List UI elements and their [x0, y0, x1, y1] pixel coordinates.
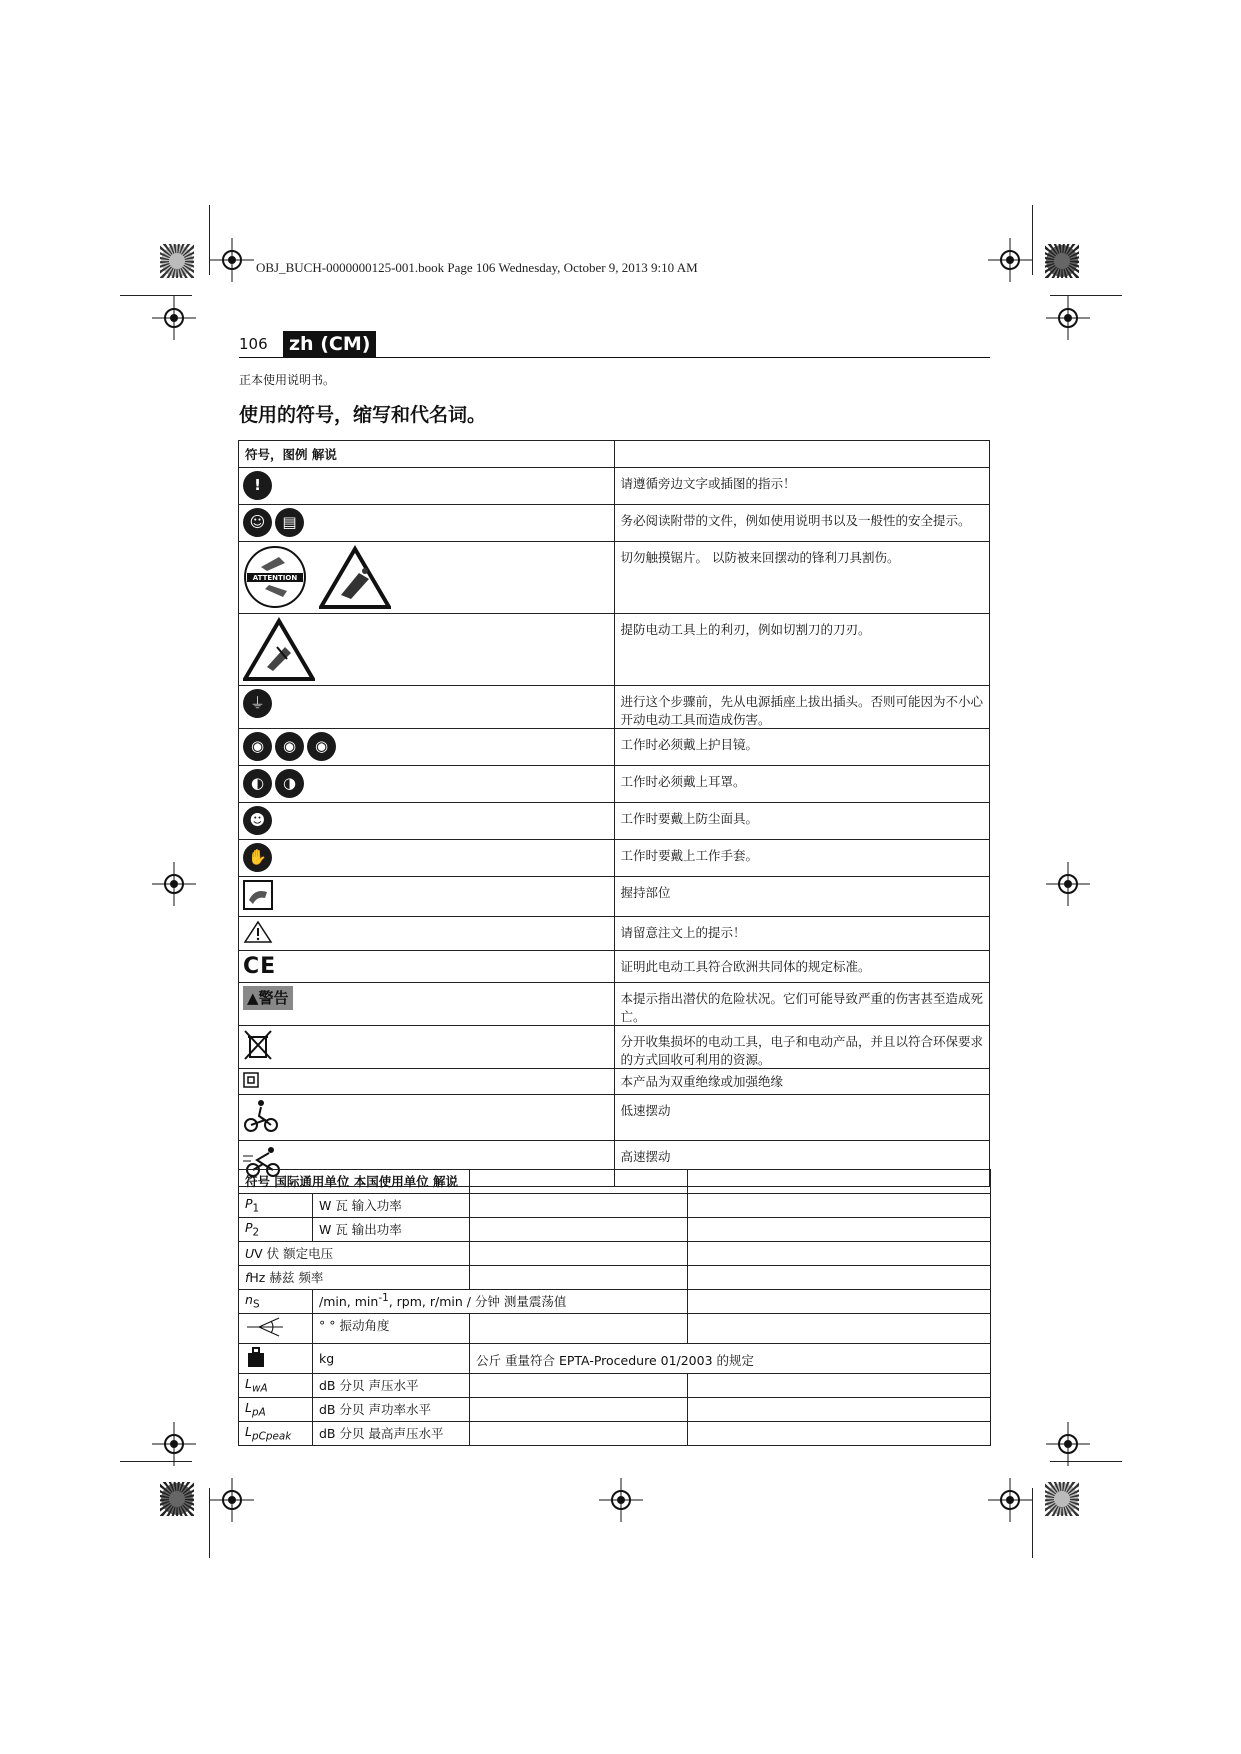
eye-protection-icon: ◉ [243, 732, 272, 761]
table-row: ☻ 工作时要戴上防尘面具。 [239, 803, 990, 840]
table-row: ▲警告 本提示指出潜伏的危险状况。它们可能导致严重的伤害甚至造成死亡。 [239, 983, 990, 1026]
color-wheel-icon [1045, 1482, 1079, 1516]
registration-target-icon [152, 1422, 196, 1466]
attention-saw-icon [243, 545, 307, 609]
svg-text:ATTENTION: ATTENTION [252, 574, 298, 582]
header-rule [239, 357, 990, 358]
dust-mask-icon: ☻ [243, 806, 272, 835]
table-row: 请留意注文上的提示！ [239, 917, 990, 951]
read-manual-icon: ▤ [275, 508, 304, 537]
table-row: ⏚ 进行这个步骤前，先从电源插座上拔出插头。否则可能因为不小心开动电动工具而造成伤害。 [239, 686, 990, 729]
color-wheel-icon [1045, 244, 1079, 278]
table-row: 分开收集损坏的电动工具，电子和电动产品，并且以符合环保要求的方式回收可利用的资源。 [239, 1026, 990, 1069]
table-row: kg 公斤 重量符合 EPTA-Procedure 01/2003 的规定 [239, 1344, 991, 1374]
registration-target-icon [152, 296, 196, 340]
table-row: $n_S$ /min, $\min^{-1}$, rpm, r/min / 分钟 测量震荡值 [239, 1290, 991, 1314]
table-row: 高速摆动 [239, 1141, 990, 1187]
registration-target-icon [1046, 862, 1090, 906]
registration-target-icon [152, 862, 196, 906]
table-row: $L_{wA}$ dB 分贝 声压水平 [239, 1374, 991, 1398]
page-number: 106 [239, 335, 268, 353]
registration-target-icon [1046, 1422, 1090, 1466]
symbols-table-header: 符号，图例 解说 [239, 441, 615, 468]
read-manual-icon: ☺ [243, 508, 272, 537]
language-badge: zh (CM) [283, 331, 376, 357]
book-header: OBJ_BUCH-0000000125-001.book Page 106 Wednesday, October 9, 2013 9:10 AM [256, 260, 698, 275]
double-insulation-icon [243, 1072, 259, 1088]
grip-area-icon [243, 880, 273, 910]
registration-target-icon [210, 238, 254, 282]
sharp-blade-warning-icon [243, 617, 315, 681]
intro-text: 正本使用说明书。 [239, 373, 336, 387]
units-table-header: 符号 国际通用单位 本国使用单位 解说 [239, 1170, 470, 1194]
table-row: 低速摆动 [239, 1095, 990, 1141]
table-row: ◐ ◑ 工作时必须戴上耳罩。 [239, 766, 990, 803]
angle-icon [245, 1316, 285, 1338]
table-row: $P_1$ W 瓦 输入功率 [239, 1194, 991, 1218]
units-table [238, 1169, 991, 1446]
table-row: $P_2$ W 瓦 输出功率 [239, 1218, 991, 1242]
unplug-icon: ⏚ [243, 689, 272, 718]
weee-bin-icon [243, 1029, 273, 1061]
weight-icon [245, 1346, 267, 1368]
ear-protection-icon: ◑ [275, 769, 304, 798]
table-row: $L_{pCpeak}$ dB 分贝 最高声压水平 [239, 1422, 991, 1446]
ce-mark-icon: CE [243, 954, 277, 979]
table-row: ☺ ▤ 务必阅读附带的文件，例如使用说明书以及一般性的安全提示。 [239, 505, 990, 542]
table-row: ° ° 振动角度 [239, 1314, 991, 1344]
ear-protection-icon: ◐ [243, 769, 272, 798]
table-row: 提防电动工具上的利刃，例如切割刀的刀刃。 [239, 614, 990, 686]
registration-target-icon [988, 1478, 1032, 1522]
eye-protection-icon: ◉ [307, 732, 336, 761]
table-row: $L_{pA}$ dB 分贝 声功率水平 [239, 1398, 991, 1422]
page-title: 使用的符号，缩写和代名词。 [239, 404, 487, 426]
table-row: ◉ ◉ ◉ 工作时必须戴上护目镜。 [239, 729, 990, 766]
table-row: ✋ 工作时要戴上工作手套。 [239, 840, 990, 877]
warning-badge-icon: ▲警告 [243, 986, 293, 1010]
table-row: UV 伏 额定电压 [239, 1242, 991, 1266]
table-row: CE 证明此电动工具符合欧洲共同体的规定标准。 [239, 951, 990, 983]
warning-triangle-icon [319, 545, 391, 609]
table-row: 握持部位 [239, 877, 990, 917]
gloves-icon: ✋ [243, 843, 272, 872]
slow-cyclist-icon [243, 1098, 279, 1134]
table-row: fHz 赫兹 频率 [239, 1266, 991, 1290]
registration-target-icon [210, 1478, 254, 1522]
exclamation-icon: ! [243, 471, 272, 500]
registration-target-icon [599, 1478, 643, 1522]
registration-target-icon [1046, 296, 1090, 340]
eye-protection-icon: ◉ [275, 732, 304, 761]
symbols-table [238, 440, 990, 1187]
table-row: 本产品为双重绝缘或加强绝缘 [239, 1069, 990, 1095]
table-row: ATTENTION 切勿触摸锯片。 以防被来回摆动的锋利刀具割伤。 [239, 542, 990, 614]
registration-target-icon [988, 238, 1032, 282]
color-wheel-icon [160, 1482, 194, 1516]
table-row: ! 请遵循旁边文字或插图的指示！ [239, 468, 990, 505]
color-wheel-icon [160, 244, 194, 278]
caution-triangle-icon [243, 920, 273, 944]
